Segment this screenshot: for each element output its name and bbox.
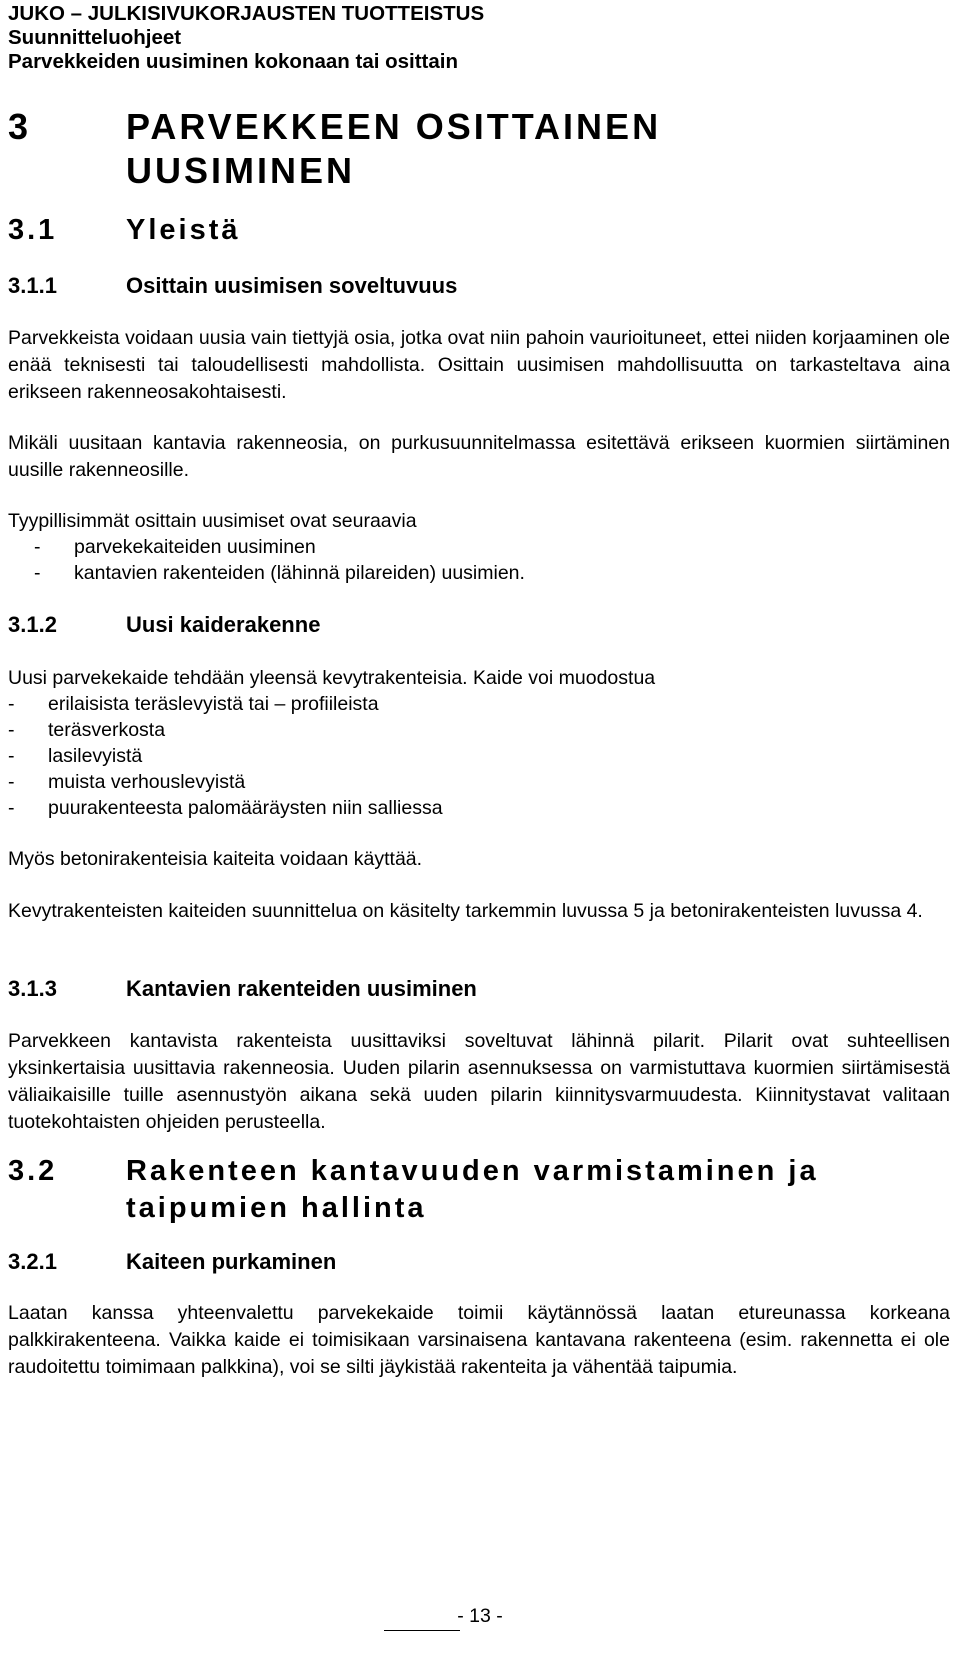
- list-item-text: erilaisista teräslevyistä tai – profiileista: [48, 693, 379, 715]
- paragraph: Parvekkeen kantavista rakenteista uusittaviksi soveltuvat lähinnä pilarit. Pilarit ovat suhteellisen yksinkertaisia uusittavia rakenneosia. Uuden pilarin asennuksessa on varmistuttava kuormien siirtämisestä väliaikaisille tuille asennustyön aikana sekä uuden pilarin kiinnitysvarmuudesta. Kiinnitystavat valitaan tuotekohtaisten ohjeiden perusteella.: [8, 1030, 950, 1133]
- header-subtitle: Suunnitteluohjeet: [8, 26, 182, 49]
- list-item-text: lasilevyistä: [48, 745, 143, 767]
- subsection-number: 3.1.1: [8, 273, 57, 298]
- section-number: 3.1: [8, 214, 58, 246]
- list-item-text: puurakenteesta palomääräysten niin salliessa: [48, 797, 443, 819]
- subsection-number: 3.1.3: [8, 976, 57, 1001]
- paragraph: Mikäli uusitaan kantavia rakenneosia, on purkusuunnitelmassa esitettävä erikseen kuormien siirtäminen uusille rakenneosille.: [8, 432, 950, 481]
- list-item-text: muista verhouslevyistä: [48, 771, 246, 793]
- page-header: [8, 2, 484, 74]
- paragraph: Myös betonirakenteisia kaiteita voidaan käyttää.: [8, 848, 423, 870]
- header-document-name: Parvekkeiden uusiminen kokonaan tai osittain: [8, 50, 458, 73]
- subsection-title: Kantavien rakenteiden uusiminen: [126, 976, 477, 1001]
- subsection-number: 3.2.1: [8, 1249, 57, 1274]
- subsection-title: Kaiteen purkaminen: [126, 1249, 337, 1274]
- paragraph: Laatan kanssa yhteenvalettu parvekekaide toimii käytännössä laatan etureunassa korkeana palkkirakenteena. Vaikka kaide ei toimisikaan varsinaisena kantavana rakenteena (esim. rakennetta ei ole raudoitettu toimimaan palkkina), voi se silti jäykistää rakenteita ja vähentää taipumia.: [8, 1302, 950, 1378]
- paragraph: Kevytrakenteisten kaiteiden suunnittelua on käsitelty tarkemmin luvussa 5 ja betonirakenteisten luvussa 4.: [8, 900, 923, 922]
- list-item-text: teräsverkosta: [48, 719, 166, 741]
- chapter-title: PARVEKKEEN OSITTAINEN UUSIMINEN: [126, 106, 662, 191]
- subsection-number: 3.1.2: [8, 612, 57, 637]
- paragraph: Uusi parvekekaide tehdään yleensä kevytrakenteisia. Kaide voi muodostua: [8, 667, 656, 689]
- footer-rule: [384, 1630, 460, 1631]
- section-number: 3.2: [8, 1155, 58, 1187]
- chapter-number: 3: [8, 106, 32, 147]
- list-item-text: parvekekaiteiden uusiminen: [74, 536, 316, 558]
- section-title: Rakenteen kantavuuden varmistaminen ja taipumien hallinta: [126, 1155, 819, 1224]
- paragraph: Parvekkeista voidaan uusia vain tiettyjä osia, jotka ovat niin pahoin vaurioituneet, ettei niiden korjaaminen ole enää teknisesti tai taloudellisesti mahdollista. Osittain uusimisen mahdollisuutta on tarkasteltava aina erikseen rakenneosakohtaisesti.: [8, 327, 950, 403]
- page-number: - 13 -: [457, 1605, 503, 1627]
- header-title: JUKO – JULKISIVUKORJAUSTEN TUOTTEISTUS: [8, 2, 485, 25]
- section-title: Yleistä: [126, 214, 241, 246]
- subsection-title: Uusi kaiderakenne: [126, 612, 321, 637]
- paragraph: Tyypillisimmät osittain uusimiset ovat seuraavia: [8, 510, 417, 532]
- list-item-text: kantavien rakenteiden (lähinnä pilareiden) uusimien.: [74, 562, 525, 584]
- subsection-title: Osittain uusimisen soveltuvuus: [126, 273, 458, 298]
